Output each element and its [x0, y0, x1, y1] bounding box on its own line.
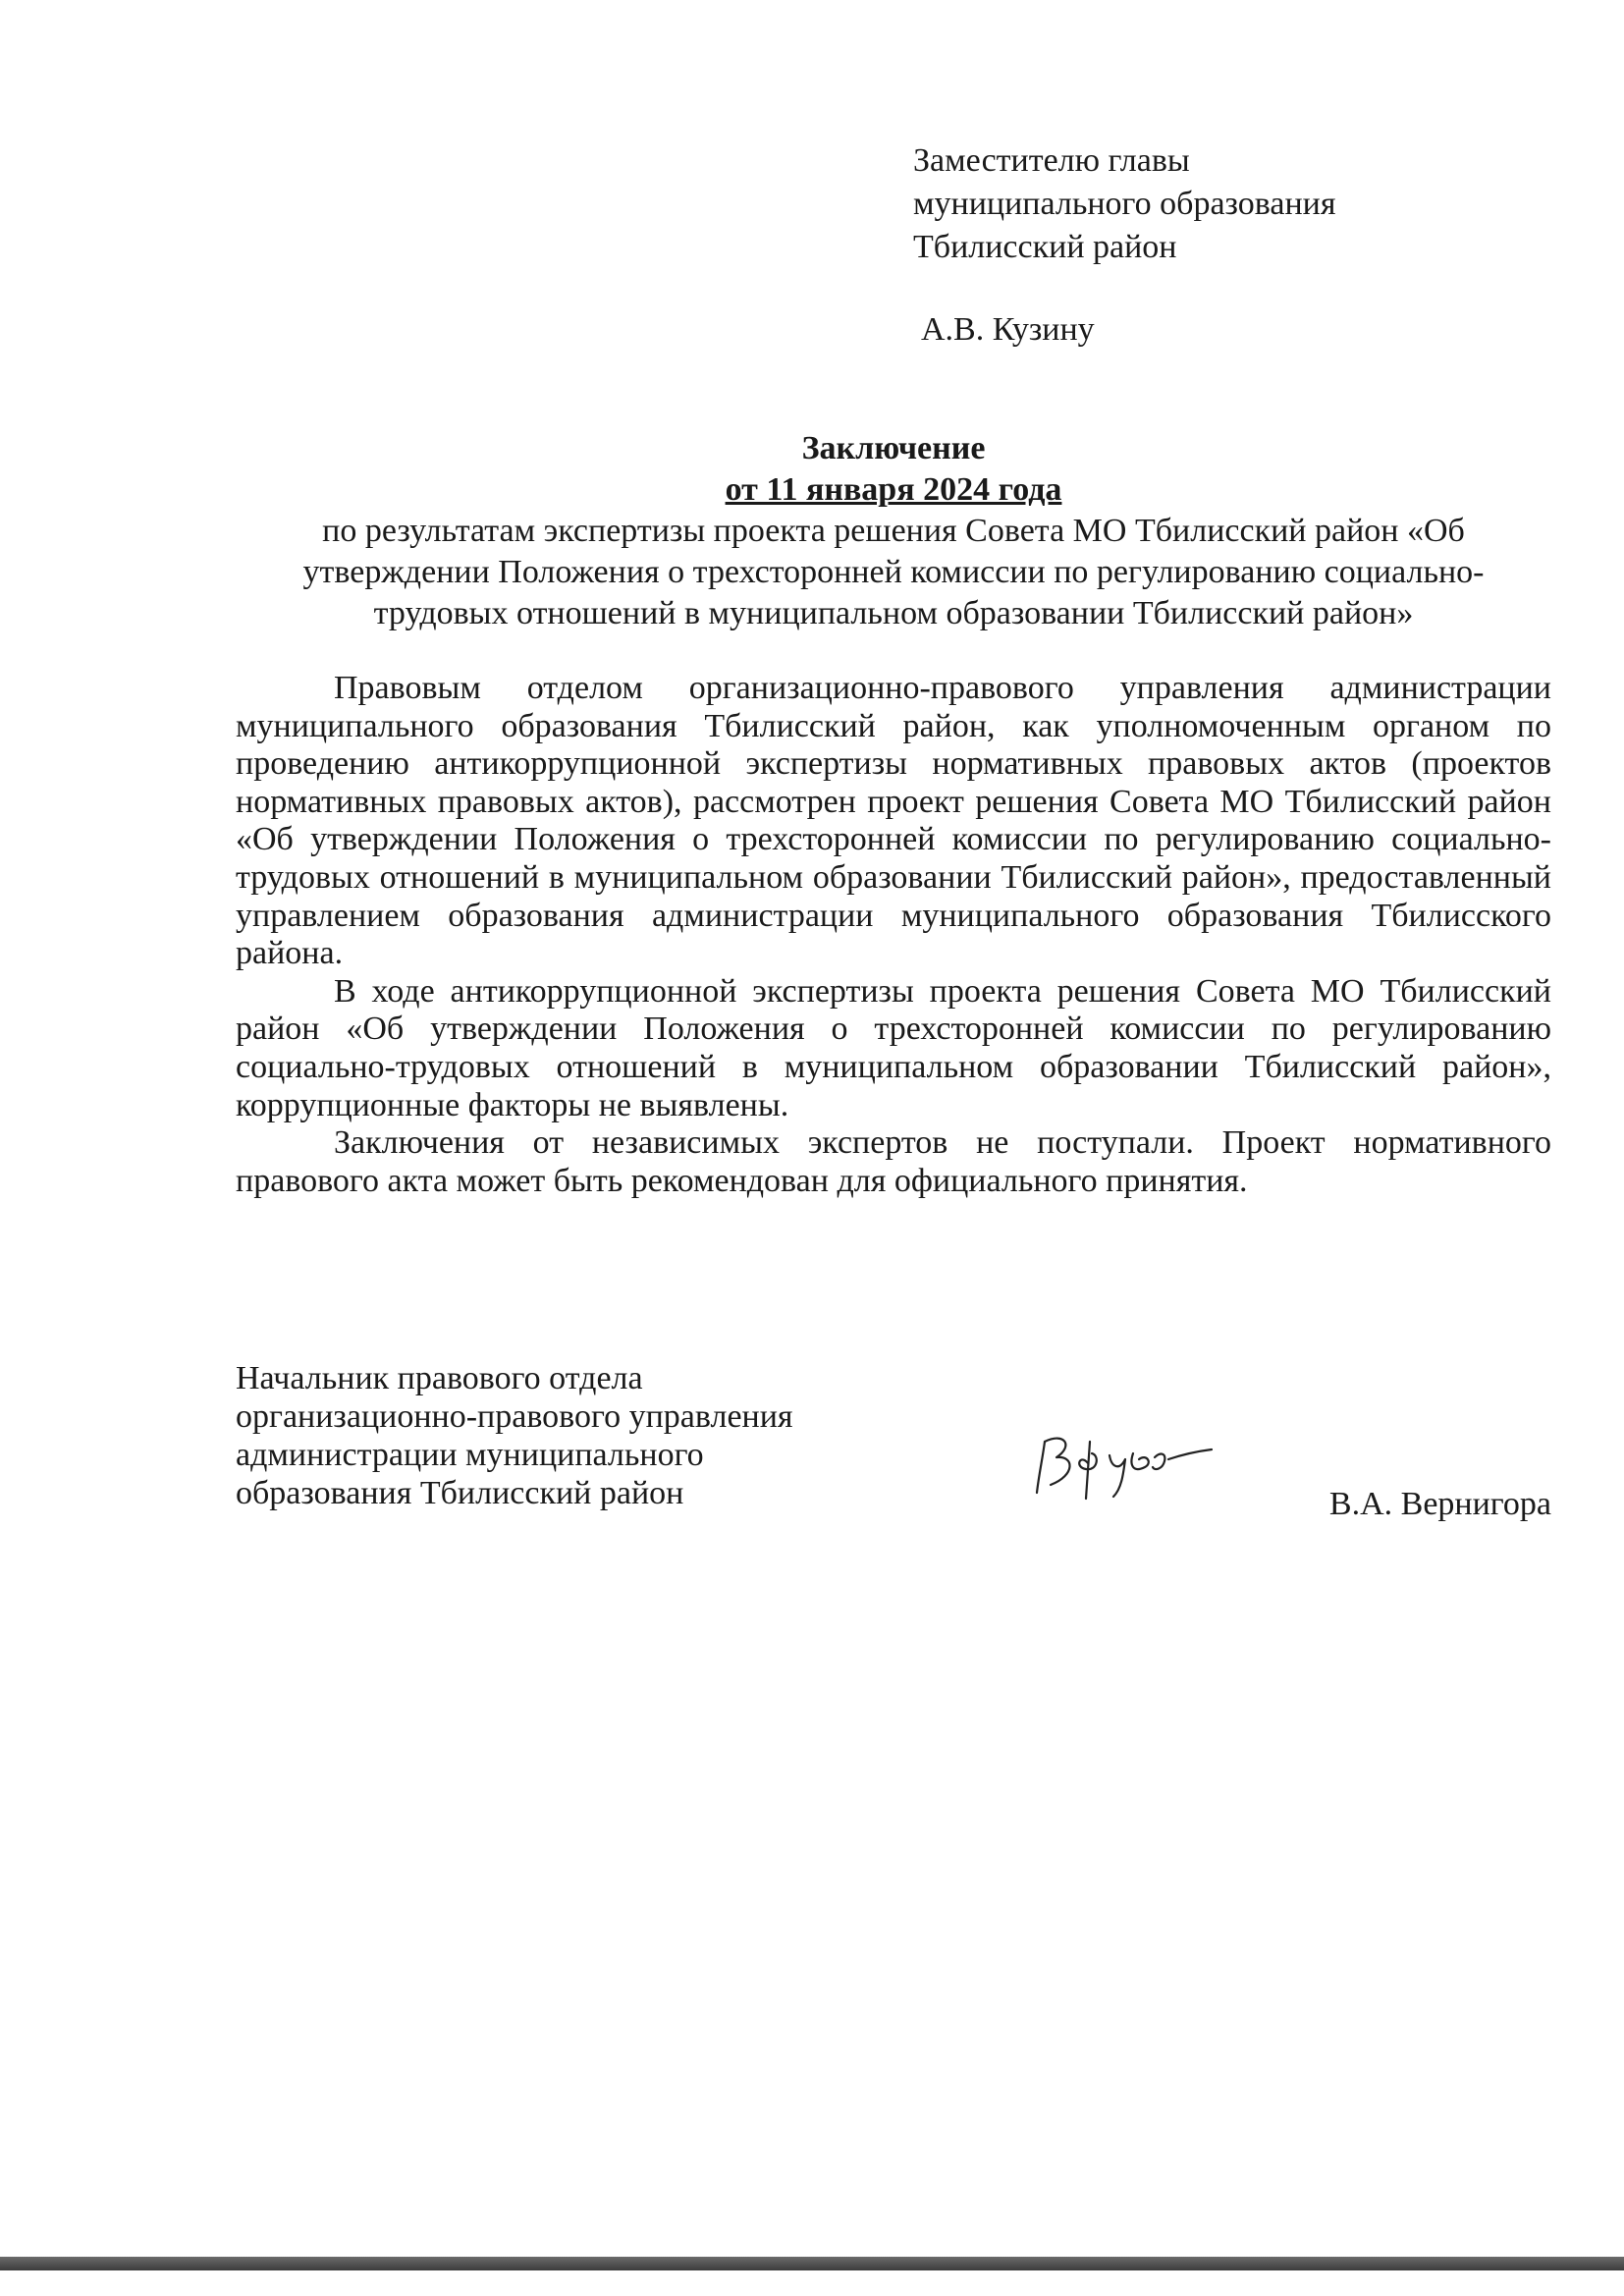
document-date: от 11 января 2024 года [725, 471, 1062, 508]
signature-block [236, 1359, 1551, 1536]
signer-name: В.А. Вернигора [1328, 1486, 1551, 1522]
handwritten-signature [1031, 1424, 1218, 1503]
document-subject: по результатам экспертизы проекта решения Совета МО Тбилисский район «Об утверждении Положения о трехсторонней комиссии по регулированию социально-трудовых отношений в муниципальном образовании Тбилисский район» [302, 513, 1485, 631]
signer-position [236, 1359, 923, 1512]
signer-position-line: образования Тбилисский район [236, 1475, 684, 1511]
addressee-line: Тбилисский район [913, 229, 1177, 265]
addressee-line: Заместителю главы [913, 142, 1190, 179]
body-paragraph: Правовым отделом организационно-правового управления администрации муниципального образования Тбилисский район, как уполномоченным органом по проведению антикоррупционной экспертизы нормативных правовых актов (проектов нормативных правовых актов), рассмотрен проект решения Совета МО Тбилисский район «Об утверждении Положения о трехсторонней комиссии по регулированию социально-трудовых отношений в муниципальном образовании Тбилисский район», предоставленный управлением образования администрации муниципального образования Тбилисского района. [236, 670, 1551, 972]
body-paragraph: В ходе антикоррупционной экспертизы проекта решения Совета МО Тбилисский район «Об утверждении Положения о трехсторонней комиссии по регулированию социально-трудовых отношений в муниципальном образовании Тбилисский район», коррупционные факторы не выявлены. [236, 972, 1551, 1123]
addressee-name: А.В. Кузину [921, 311, 1095, 348]
document-type-title: Заключение [801, 430, 986, 466]
document-heading [236, 428, 1551, 634]
addressee-line: муниципального образования [913, 186, 1336, 222]
body-paragraph: Заключения от независимых экспертов не поступали. Проект нормативного правового акта может быть рекомендован для официального принятия. [236, 1124, 1551, 1199]
document-body [236, 670, 1551, 1200]
signer-position-line: организационно-правового управления [236, 1398, 793, 1435]
signer-position-line: Начальник правового отдела [236, 1360, 643, 1396]
scan-edge-line [0, 2257, 1624, 2270]
signer-position-line: администрации муниципального [236, 1437, 704, 1473]
addressee-block [913, 139, 1542, 352]
